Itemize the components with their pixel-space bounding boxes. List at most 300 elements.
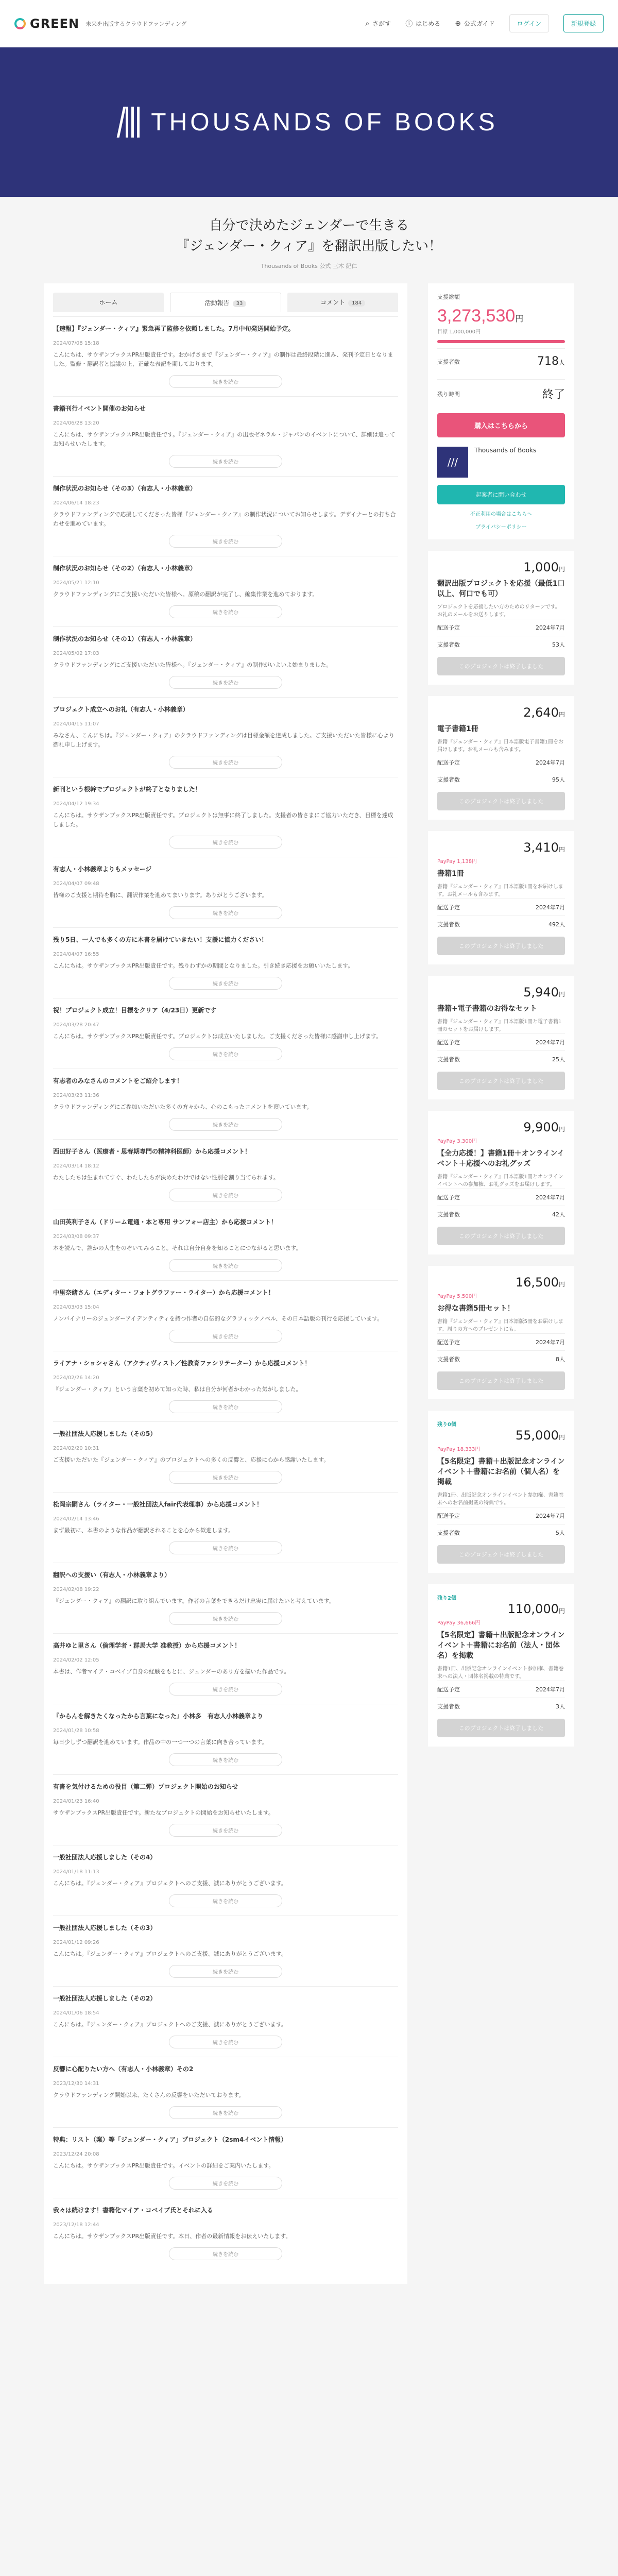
reward-title: 【5名限定】書籍＋出版記念オンラインイベント＋書籍にお名前（法人・団体名）を掲載 [437,1631,565,1660]
remaining-label: 残り時間 [437,391,460,398]
report-card[interactable] [53,2127,398,2198]
hero-logo-icon [120,107,140,138]
reward-closed-button[interactable]: このプロジェクトは終了しました [437,1227,565,1245]
report-body: こんにちは。サウザンブックスPR出版責任です。プロジェクトは無事に終了しました。支援者の皆さまにご協力いただき、目標を達成しました。 [53,812,393,828]
reward-backers [437,1206,565,1223]
report-date: 2024/02/20 10:31 [53,1446,99,1451]
read-more-button[interactable]: 続きを読む [169,906,282,919]
reward-card[interactable] [428,1111,574,1255]
reward-closed-button[interactable]: このプロジェクトは終了しました [437,1719,565,1737]
policy-link[interactable]: プライバシーポリシー [475,524,527,530]
reward-paypay: PayPay 5,500円 [437,1294,477,1299]
report-date: 2024/04/15 11:07 [53,721,99,727]
reward-delivery-label: 配送予定 [437,624,460,631]
report-title[interactable]: 一般社団法人応援しました（その3） [53,1924,157,1931]
read-more-button[interactable]: 続きを読む [169,1047,282,1060]
report-date: 2024/06/14 18:23 [53,500,99,506]
sidebar [428,283,574,2284]
report-card[interactable] [53,476,398,556]
report-title[interactable]: 我々は続けます！書籍化マイア・コベイブ氏とそれに入る [53,2207,214,2214]
report-title[interactable]: 『からんを解きたくなったから言葉になった』小林多 有志人小林義章より [53,1713,264,1720]
read-more-button[interactable]: 続きを読む [169,756,282,769]
report-title[interactable]: 有志者のみなさんのコメントをご紹介します！ [53,1077,183,1084]
report-title[interactable]: 【速報】『ジェンダー・クィア』緊急再了監修を依頼しました。7月中旬発送開始予定。 [53,325,295,332]
project-title-line2: 『ジェンダー・クィア』を翻訳出版したい！ [176,239,442,254]
report-date: 2024/03/23 11:36 [53,1093,99,1098]
report-body: クラウドファンディング開始以来、たくさんの反響をいただいております。 [53,2092,245,2098]
reward-price [437,1428,565,1443]
report-body: 『ジェンダー・クィア』の翻訳に取り組んでいます。作者の言葉をできるだけ忠実に届けたいと考えています。 [53,1598,335,1604]
reward-desc: 書籍『ジェンダー・クィア』日本語版1冊と電子書籍1冊のセットをお届けします。 [437,1019,562,1032]
reward-delivery [437,899,565,916]
contact-owner-button[interactable]: 起案者に問い合わせ [437,485,565,504]
report-body: こんにちは。サウザンブックスPR出版責任です。本日、作者の最新情報をお伝えいたします。 [53,2233,291,2240]
reward-card[interactable] [428,1584,574,1747]
reward-price [437,1120,565,1134]
reward-delivery-label: 配送予定 [437,759,460,766]
reward-closed-button[interactable]: このプロジェクトは終了しました [437,937,565,955]
reward-delivery [437,619,565,636]
report-card[interactable] [53,1986,398,2057]
reward-closed-button[interactable]: このプロジェクトは終了しました [437,1545,565,1564]
read-more-button[interactable]: 続きを読む [169,2247,282,2260]
report-body: こんにちは、サウザンブックスPR出版責任です。『ジェンダー・クィア』の出版ゼネラル・ジャパンのイベントについて、詳細は追ってお知らせいたします。 [53,431,396,447]
reward-list [428,551,574,1747]
report-body: 皆様のご支援と期待を胸に、翻訳作業を進めてまいります。ありがとうございます。 [53,892,268,899]
search-icon: ⌕ [365,19,370,28]
report-body: サウザンブックスPR出版責任です。新たなプロジェクトの開始をお知らせいたします。 [53,1809,274,1816]
reward-desc: 書籍1冊、出版記念オンラインイベント参加権、書籍巻末への法人・団体名掲載の特典です。 [437,1666,564,1680]
reward-desc: 書籍『ジェンダー・クィア』日本語版1冊をお届けします。お礼メールも含みます。 [437,884,563,897]
project-title-line1: 自分で決めたジェンダーで生きる [209,218,409,233]
reward-backers-unit: 人 [559,1356,565,1363]
report-card[interactable] [53,316,398,396]
reward-backers-label: 支援者数 [437,1530,460,1536]
report-card[interactable] [53,1280,398,1351]
report-date: 2024/01/28 10:58 [53,1728,99,1734]
read-more-button[interactable]: 続きを読む [169,605,282,618]
report-title[interactable]: 残り5日、一人でも多くの方に本書を届けていきたい！支援に協力ください！ [53,936,268,943]
report-body: クラウドファンディングにご支援いただいた皆様へ。原稿の翻訳が完了し、編集作業を進めております。 [53,591,318,598]
reward-closed-button[interactable]: このプロジェクトは終了しました [437,1371,565,1390]
reward-price-value: 16,500 [516,1275,559,1290]
report-body: まず最初に、本書のような作品が翻訳されることを心から歓迎します。 [53,1527,234,1534]
reward-backers [437,916,565,933]
reward-title: 【5名限定】書籍＋出版記念オンラインイベント＋書籍にお名前（個人名）を掲載 [437,1458,565,1486]
reward-price [437,560,565,574]
main-column [44,283,407,2284]
nav-search[interactable] [365,19,391,28]
report-date: 2024/06/28 13:20 [53,420,99,426]
reward-delivery [437,1507,565,1524]
reward-card[interactable] [428,551,574,685]
reward-paypay: PayPay 3,300円 [437,1139,477,1144]
progress-bar [437,340,565,343]
report-date: 2024/04/12 19:34 [53,801,99,807]
reward-price [437,1602,565,1616]
tab-comments-count: 184 [348,300,365,307]
report-title[interactable]: 制作状況のお知らせ（その3）（有志人・小林義章） [53,485,196,492]
reward-paypay: PayPay 18,333円 [437,1447,480,1452]
progress-fill [437,340,565,343]
nav-guide-label: 公式ガイド [464,20,495,27]
report-date: 2024/04/07 09:48 [53,881,99,887]
reward-backers [437,771,565,788]
report-body: 本書は、作者マイア・コベイブ自身の経験をもとに、ジェンダーのあり方を描いた作品です。 [53,1668,290,1675]
reward-closed-button[interactable]: このプロジェクトは終了しました [437,1072,565,1090]
read-more-button[interactable]: 続きを読む [169,1894,282,1907]
read-more-button[interactable]: 続きを読む [169,1189,282,1201]
report-title[interactable]: 一般社団法人応援しました（その5） [53,1430,157,1437]
reward-price-currency: 円 [558,1281,565,1288]
reward-price-currency: 円 [558,991,565,998]
reward-price [437,985,565,999]
report-title[interactable]: プロジェクト成立へのお礼（有志人・小林義章） [53,706,189,713]
reward-backers-unit: 人 [559,1211,565,1218]
reward-delivery [437,1033,565,1050]
tab-comments[interactable] [287,293,398,312]
reward-backers-label: 支援者数 [437,1056,460,1063]
goal-amount: 目標 1,000,000円 [437,329,481,335]
reward-delivery [437,1333,565,1350]
reward-title: 【全力応援！】書籍1冊＋オンラインイベント＋応援へのお礼グッズ [437,1149,564,1168]
reward-price-currency: 円 [558,711,565,718]
reward-backers-value: 8 [556,1356,559,1363]
report-card[interactable] [53,927,398,998]
report-card[interactable] [53,1704,398,1774]
tab-home-label: ホーム [99,299,118,306]
reward-backers-label: 支援者数 [437,641,460,648]
reward-price-currency: 円 [558,1607,565,1615]
reward-backers-count [552,640,565,649]
reward-closed-button[interactable]: このプロジェクトは終了しました [437,657,565,675]
project-header [0,215,618,270]
read-more-button[interactable]: 続きを読む [169,977,282,990]
nav-start-label: はじめる [416,20,441,27]
report-body: ご支援いただいた『ジェンダー・クィア』のプロジェクトへの多くの反響と、応援に心から感謝いたします。 [53,1456,330,1463]
report-card[interactable] [53,777,398,857]
report-title[interactable]: 松岡宗嗣さん（ライター・一般社団法人fair代表理事）から応援コメント！ [53,1501,263,1508]
report-body: こんにちは、サウザンブックスPR出版責任です。おかげさまで『ジェンダー・クィア』の制作は最終段階に進み、発刊予定日となりました。監修・翻訳者と協議の上、正確な表記を期しております。 [53,351,393,367]
reward-desc: 書籍『ジェンダー・クィア』日本語版電子書籍1冊をお届けします。お礼メールも含みます。 [437,739,563,753]
reward-backers-value: 42 [552,1211,559,1218]
report-title[interactable]: 書籍刊行イベント開催のお知らせ [53,405,146,412]
report-title[interactable]: 翻訳への支援い（有志人・小林義章より） [53,1571,171,1579]
reward-backers-unit: 人 [559,1530,565,1536]
reward-backers-label: 支援者数 [437,1356,460,1363]
reward-backers [437,1350,565,1367]
reward-price-value: 110,000 [507,1602,559,1616]
report-title[interactable]: ライアナ・ショシャさん（アクティヴィスト／性教育ファシリテーター）から応援コメント！ [53,1360,311,1367]
reward-desc: プロジェクトを応援したい方のためのリターンです。お礼のメールをお送りします。 [437,604,560,618]
reward-backers [437,1050,565,1067]
reward-backers-value: 95 [552,776,559,783]
report-card[interactable] [53,626,398,697]
backers-stat [437,348,565,374]
report-title[interactable]: 西田好子さん（医療者・思春期専門の精神科医師）から応援コメント！ [53,1148,251,1155]
tab-home[interactable] [53,293,164,312]
reward-backers [437,636,565,653]
remaining-value: 終了 [542,388,565,401]
report-title[interactable]: 特典：リスト（案）等「ジェンダー・クィア」プロジェクト（2sm4イベント情報） [53,2136,287,2143]
owner-avatar[interactable]: /// [437,447,468,478]
report-date: 2024/02/08 19:22 [53,1587,99,1592]
report-link[interactable]: 不正利用の場合はこちらへ [470,512,532,517]
reward-delivery-value: 2024年7月 [536,904,565,911]
reward-delivery-value: 2024年7月 [536,624,565,631]
project-owner[interactable]: Thousands of Books 公式 三木 紀仁 [261,263,357,269]
raised-currency: 円 [515,315,524,324]
nav-start[interactable] [405,19,440,29]
tab-reports-count: 33 [233,300,247,307]
info-icon: ⓘ [405,20,413,28]
read-more-button[interactable]: 続きを読む [169,836,282,849]
report-date: 2024/02/26 14:20 [53,1375,99,1381]
reward-backers-count [548,920,565,928]
read-more-button[interactable]: 続きを読む [169,1400,282,1413]
reward-delivery [437,754,565,771]
report-body: 毎日少しずつ翻訳を進めています。作品の中の一つ一つの言葉に向き合っています。 [53,1739,268,1745]
reward-stock-badge: 残り2個 [437,1596,456,1601]
reward-backers-value: 492 [548,921,559,928]
logo-icon [14,18,26,29]
reward-backers-unit: 人 [559,776,565,783]
report-body: 『ジェンダー・クィア』という言葉を初めて知った時、私は自分が何者かわかった気がしました。 [53,1386,302,1393]
report-card[interactable] [53,1351,398,1421]
report-feed [44,312,407,2284]
report-body: クラウドファンディングにご支援いただいた皆様へ。『ジェンダー・クィア』の制作がいよいよ始まりました。 [53,662,332,668]
reward-delivery-label: 配送予定 [437,1686,460,1693]
reward-delivery-label: 配送予定 [437,904,460,911]
read-more-button[interactable]: 続きを読む [169,2177,282,2190]
report-card[interactable] [53,1139,398,1210]
report-body: こんにちは。サウザンブックスPR出版責任です。プロジェクトは成立いたしました。ご支援くださった皆様に感謝申し上げます。 [53,1033,382,1040]
reward-price-currency: 円 [558,1126,565,1133]
read-more-button[interactable]: 続きを読む [169,375,282,388]
report-body: こんにちは。『ジェンダー・クィア』プロジェクトへのご支援、誠にありがとうございます。 [53,1880,287,1887]
read-more-button[interactable]: 続きを読む [169,1259,282,1272]
report-title[interactable]: 制作状況のお知らせ（その2）（有志人・小林義章） [53,565,196,572]
reward-card[interactable] [428,1411,574,1573]
report-card[interactable] [53,2198,398,2268]
read-more-button[interactable]: 続きを読む [169,535,282,548]
report-date: 2024/04/07 16:55 [53,952,99,957]
reward-card[interactable] [428,696,574,820]
report-body: こんにちは。『ジェンダー・クィア』プロジェクトへのご支援、誠にありがとうございます。 [53,2021,287,2028]
reward-paypay: PayPay 1,138円 [437,859,477,865]
reward-card[interactable] [428,976,574,1099]
reward-backers-unit: 人 [559,641,565,648]
report-card[interactable] [53,1774,398,1845]
read-more-button[interactable]: 続きを読む [169,2036,282,2048]
report-card[interactable] [53,1210,398,1280]
reward-delivery-label: 配送予定 [437,1194,460,1201]
reward-backers-value: 25 [552,1056,559,1063]
read-more-button[interactable]: 続きを読む [169,1471,282,1484]
report-title[interactable]: 有書を気付けるための役目（第二弾）プロジェクト開始のお知らせ [53,1783,238,1790]
report-title[interactable]: 制作状況のお知らせ（その1）（有志人・小林義章） [53,635,196,642]
report-date: 2023/12/24 20:08 [53,2151,99,2157]
main-nav [365,14,604,32]
read-more-button[interactable]: 続きを読む [169,2106,282,2119]
report-card[interactable] [53,1421,398,1492]
reward-backers-label: 支援者数 [437,921,460,928]
reward-title: お得な書籍5冊セット！ [437,1304,514,1313]
reward-closed-button[interactable]: このプロジェクトは終了しました [437,792,565,810]
report-card[interactable] [53,2057,398,2127]
report-title[interactable]: 一般社団法人応援しました（その2） [53,1995,157,2002]
read-more-button[interactable]: 続きを読む [169,1683,282,1696]
reward-backers-unit: 人 [559,1703,565,1710]
reward-delivery-value: 2024年7月 [536,759,565,766]
report-body: みなさん、こんにちは。『ジェンダー・クィア』のクラウドファンディングは目標金額を達成しました。ご支援いただいた皆様に心より御礼申し上げます。 [53,732,394,748]
logo[interactable] [14,16,79,31]
report-card[interactable] [53,697,398,777]
read-more-button[interactable]: 続きを読む [169,455,282,468]
owner-name[interactable]: Thousands of Books [474,447,537,454]
report-date: 2024/03/28 20:47 [53,1022,99,1028]
report-date: 2024/02/02 12:05 [53,1657,99,1663]
logo-text: GREEN [30,16,80,31]
reward-price-currency: 円 [558,846,565,853]
read-more-button[interactable]: 続きを読む [169,1753,282,1766]
reward-delivery [437,1681,565,1698]
report-date: 2024/05/02 17:03 [53,651,99,656]
reward-price-value: 2,640 [523,705,559,720]
report-date: 2024/05/21 12:10 [53,580,99,586]
tab-reports[interactable] [170,293,282,312]
owner-box [437,447,565,478]
nav-search-label: さがす [372,20,391,27]
reward-backers-unit: 人 [559,1056,565,1063]
reward-backers-value: 3 [556,1703,559,1710]
report-title[interactable]: 反響に心配りたい方へ（有志人・小林義章）その2 [53,2065,194,2073]
reward-price [437,1275,565,1290]
report-date: 2024/01/12 09:26 [53,1940,99,1945]
reward-delivery-label: 配送予定 [437,1339,460,1346]
report-body: クラウドファンディングにご参加いただいた多くの方々から、心のこもったコメントを頂いています。 [53,1104,313,1110]
backers-unit: 人 [558,359,565,366]
report-date: 2023/12/18 12:44 [53,2222,99,2228]
read-more-button[interactable]: 続きを読む [169,1118,282,1131]
report-title[interactable]: 山田英利子さん（ドリーム電通・本と専用 サンフォー店主）から応援コメント！ [53,1218,277,1226]
nav-guide[interactable] [455,19,494,28]
reward-backers-count [552,1055,565,1063]
reward-desc: 書籍『ジェンダー・クィア』日本語版5冊をお届けします。周りの方へのプレゼントにも。 [437,1319,563,1332]
report-card[interactable] [53,1492,398,1563]
report-card[interactable] [53,396,398,476]
read-more-button[interactable]: 続きを読む [169,1824,282,1837]
reward-price [437,840,565,855]
content-wrap [44,283,574,2284]
funding-panel [428,283,574,539]
read-more-button[interactable]: 続きを読む [169,1612,282,1625]
reward-price [437,705,565,720]
login-button[interactable]: ログイン [509,14,549,32]
report-card[interactable] [53,1633,398,1704]
hero-banner [0,47,618,197]
report-date: 2024/01/06 18:54 [53,2010,99,2016]
tagline: 未来を出版するクラウドファンディング [85,20,187,27]
report-card[interactable] [53,998,398,1069]
report-body: 本を読んで、誰かの人生をのぞいてみること。それは自分自身を知ることにつながると思います。 [53,1245,302,1251]
report-card[interactable] [53,1845,398,1916]
reward-backers-value: 53 [552,641,559,648]
report-card[interactable] [53,1563,398,1633]
read-more-button[interactable]: 続きを読む [169,1330,282,1343]
raised-label: 支援総額 [437,294,460,300]
read-more-button[interactable]: 続きを読む [169,676,282,689]
read-more-button[interactable]: 続きを読む [169,1541,282,1554]
reward-price-currency: 円 [558,566,565,573]
reward-card[interactable] [428,1266,574,1399]
tab-reports-label: 活動報告 [204,299,230,307]
report-date: 2024/03/14 18:12 [53,1163,99,1169]
reward-delivery-value: 2024年7月 [536,1513,565,1519]
reward-delivery [437,1189,565,1206]
report-title[interactable]: 一般社団法人応援しました（その4） [53,1854,157,1861]
read-more-button[interactable]: 続きを読む [169,1965,282,1978]
reward-delivery-value: 2024年7月 [536,1194,565,1201]
report-body: クラウドファンディングで応援してくださった皆様『ジェンダー・クィア』の制作状況についてお知らせします。デザイナーとの打ち合わせを進めています。 [53,511,396,527]
reward-title: 書籍+電子書籍のお得なセット [437,1005,537,1013]
report-body: こんにちは。サウザンブックスPR出版責任です。イベントの詳細をご案内いたします。 [53,2162,274,2169]
reward-backers-count [556,1702,565,1710]
report-body: わたしたちは生まれてすぐ、わたしたちが決めたわけではない性別を割り当てられます。 [53,1174,279,1181]
tab-bar [44,283,407,312]
report-title[interactable]: 有志人・小林義章よりもメッセージ [53,866,152,873]
backers-label: 支援者数 [437,358,460,365]
raised-value: 3,273,530 [437,306,516,326]
reward-delivery-label: 配送予定 [437,1513,460,1519]
report-card[interactable] [53,1069,398,1139]
report-title[interactable]: 新刊という根幹でプロジェクトが終了となりました！ [53,786,201,793]
reward-desc: 書籍『ジェンダー・クィア』日本語版1冊とオンラインイベントへの参加権、お礼グッズをお届けします。 [437,1174,563,1188]
report-title[interactable]: 祝！プロジェクト成立！目標をクリア（4/23日）更新です [53,1007,217,1014]
report-card[interactable] [53,1916,398,1986]
reward-paypay: PayPay 36,666円 [437,1620,480,1626]
backers-count [537,355,565,368]
reward-price-value: 9,900 [523,1120,559,1134]
report-card[interactable] [53,556,398,626]
reward-backers [437,1524,565,1541]
reward-delivery-label: 配送予定 [437,1039,460,1046]
report-card[interactable] [53,857,398,927]
guide-icon: ⊕ [455,19,461,28]
register-button[interactable]: 新規登録 [563,14,604,32]
report-title[interactable]: 高井ゆと里さん（倫理学者・群馬大学 准教授）から応援コメント！ [53,1642,241,1649]
reward-backers-label: 支援者数 [437,1211,460,1218]
report-date: 2024/03/03 15:04 [53,1304,99,1310]
reward-delivery-value: 2024年7月 [536,1339,565,1346]
report-date: 2023/12/30 14:31 [53,2081,99,2087]
report-date: 2024/07/08 15:18 [53,341,99,346]
reward-delivery-value: 2024年7月 [536,1039,565,1046]
reward-title: 書籍1冊 [437,870,464,878]
reward-card[interactable] [428,831,574,964]
reward-backers-count [552,1210,565,1218]
support-button[interactable]: 購入はこちらから [437,413,565,437]
reward-backers [437,1698,565,1715]
reward-desc: 書籍1冊、出版記念オンラインイベント参加権、書籍巻末へのお名前掲載の特典です。 [437,1493,564,1506]
report-date: 2024/01/18 11:13 [53,1869,99,1875]
reward-stock-badge: 残り0個 [437,1422,456,1428]
project-title [0,215,618,257]
backers-value: 718 [537,355,559,368]
reward-backers-value: 5 [556,1530,559,1536]
site-header [0,0,618,47]
report-title[interactable]: 中里奈緒さん（エディター・フォトグラファー・ライター）から応援コメント！ [53,1289,274,1296]
